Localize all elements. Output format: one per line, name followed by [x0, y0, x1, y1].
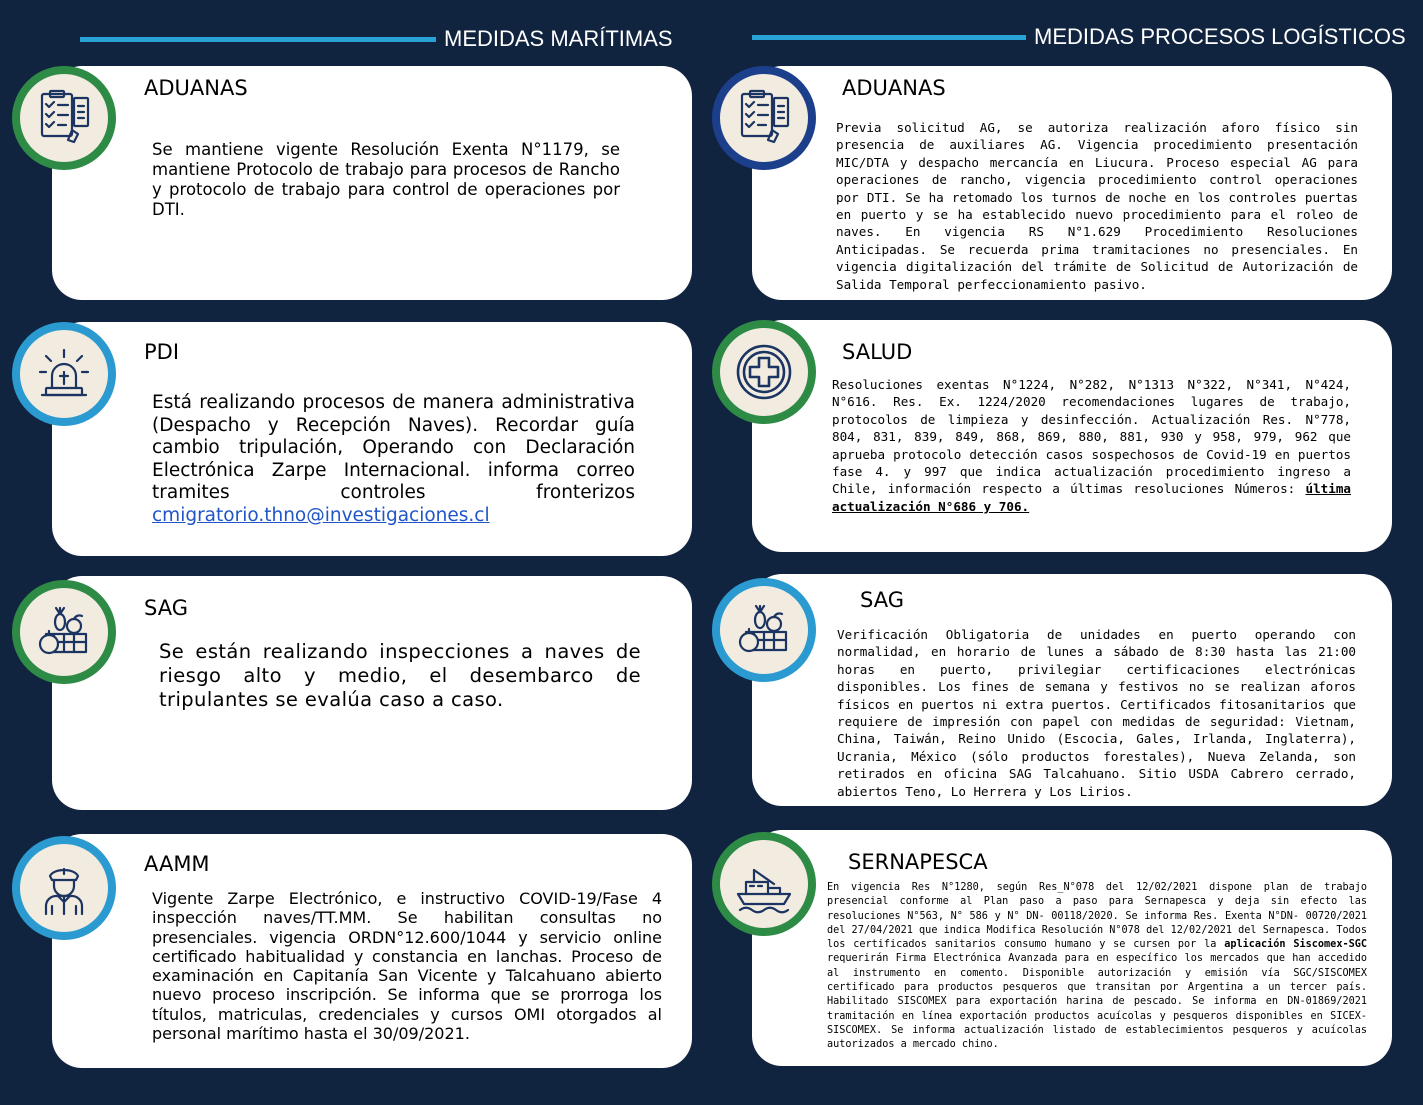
produce-basket-icon [32, 600, 96, 664]
pdi-email-link[interactable]: cmigratorio.thno@investigaciones.cl [152, 504, 490, 526]
checklist-icon [32, 86, 96, 150]
card-body [152, 392, 635, 527]
card-sernapesca [752, 830, 1392, 1066]
card-salud [752, 320, 1392, 552]
sernapesca-bold: aplicación Siscomex-SGC [1224, 939, 1367, 951]
medical-cross-icon [732, 340, 796, 404]
card-title: PDI [144, 340, 180, 364]
card-sag-maritimas [52, 576, 692, 810]
fishing-boat-icon [732, 852, 796, 916]
card-sag-logisticos [752, 574, 1392, 806]
card-body: Se mantiene vigente Resolución Exenta N°1179, se mantiene Protocolo de trabajo para procesos de Rancho y protocolo de trabajo para control de operaciones por DTI. [152, 140, 620, 219]
header-maritimas [80, 26, 673, 52]
card-title: SALUD [842, 340, 913, 364]
card-aduanas-maritimas [52, 66, 692, 300]
card-aamm [52, 834, 692, 1068]
card-title: ADUANAS [144, 76, 248, 100]
captain-icon [32, 856, 96, 920]
card-title: SAG [860, 588, 904, 612]
badge-sag-left [12, 580, 116, 684]
card-body [827, 881, 1367, 1053]
sernapesca-text: En vigencia Res N°1280, según Res_N°078 del 12/02/2021 dispone plan de trabajo presencial conforme al Plan paso a paso para Sernapesca y deja sin efecto las resoluciones N°563, N° 586 y N° DN- 00118/2020. Se informa Res. Exenta N°DN- 00720/2021 del 27/04/2021 que indica Modifica Resolución N°078 del 12/02/2021 del Sernapesca. Todos los certificados sanitarios consumo humano y se cursen por la [827, 882, 1367, 951]
card-body: Vigente Zarpe Electrónico, e instructivo COVID-19/Fase 4 inspección naves/TT.MM. Se habilitan consultas no presenciales. vigencia ORDN°12.600/1044 y servicio online certificado habitualidad y constancia en lanchas. Proceso de examinación en Capitanía San Vicente y Talcahuano abierto nuevo proceso inscripción. Se informa que se prorroga los títulos, matriculas, credenciales y cursos OMI otorgados al personal marítimo hasta el 30/09/2021. [152, 889, 662, 1044]
siren-icon [32, 342, 96, 406]
pdi-text: Está realizando procesos de manera administrativa (Despacho y Recepción Naves). Recordar guía cambio tripulación, Operando con Declaración Electrónica Zarpe Internacional. informa correo tramites controles fronterizos [152, 392, 635, 503]
badge-salud [712, 320, 816, 424]
card-pdi [52, 322, 692, 556]
badge-aduanas-right [712, 66, 816, 170]
card-title: AAMM [144, 852, 210, 876]
header-line [752, 35, 1026, 40]
checklist-icon [732, 86, 796, 150]
header-logisticos [752, 24, 1406, 50]
section-title-right: MEDIDAS PROCESOS LOGÍSTICOS [1034, 24, 1406, 49]
card-body: Previa solicitud AG, se autoriza realización aforo físico sin presencia de auxiliares AG. Vigencia procedimiento presentación MIC/DTA y despacho mercancía en Liucura. Proceso especial AG para operaciones de rancho, vigencia procedimiento control operaciones por DTI. Se ha retomado los turnos de noche en los controles puertas en puerto y se ha establecido nuevo procedimiento para el roleo de naves. En vigencia RS N°1.629 Procedimiento Resoluciones Anticipadas. Se recuerda prima tramitaciones no presenciales. En vigencia digitalización del trámite de Solicitud de Autorización de Salida Temporal perfeccionamiento pasivo. [836, 120, 1358, 292]
card-body: Verificación Obligatoria de unidades en puerto operando con normalidad, en horario de lunes a sábado de 8:30 hasta las 21:00 horas en puerto, privilegiar certificaciones electrónicas disponibles. Los fines de semana y festivos no se realizan aforos físicos en puertos ni extra puertos. Certificados fitosanitarios que requiere de impresión con papel con medidas de seguridad: Vietnam, China, Taiwán, Reino Unido (Escocia, Gales, Irlanda, Inglaterra), Ucrania, México (sólo productos forestales), Nueva Zelanda, son retirados en oficina SAG Talcahuano. Sitio USDA Cabrero cerrado, abiertos Teno, Lo Herrera y Los Lirios. [837, 627, 1356, 799]
card-aduanas-logisticos [752, 66, 1392, 300]
header-line [80, 37, 436, 42]
card-body [832, 376, 1351, 515]
badge-sag-right [712, 578, 816, 682]
salud-emphasis: última actualización N°686 y 706. [832, 481, 1351, 514]
card-title: SAG [144, 596, 188, 620]
badge-sernapesca [712, 832, 816, 936]
card-title: SERNAPESCA [848, 850, 988, 874]
card-title: ADUANAS [842, 76, 946, 100]
badge-aamm [12, 836, 116, 940]
card-body: Se están realizando inspecciones a naves de riesgo alto y medio, el desembarco de tripulantes se evalúa caso a caso. [159, 640, 641, 711]
salud-text: Resoluciones exentas N°1224, N°282, N°1313 N°322, N°341, N°424, N°616. Res. Ex. 1224/2020 recomendaciones lugares de trabajo, protocolos de limpieza y desinfección. Actualización Res. N°778, 804, 831, 839, 849, 868, 869, 880, 881, 930 y 958, 979, 962 que aprueba protocolo detección casos sospechosos de Covid-19 en puertos fase 4. y 997 que indica actualización procedimiento ingreso a Chile, información respecto a últimas resoluciones Números: [832, 377, 1351, 497]
sernapesca-text-2: requerirán Firma Electrónica Avanzada para en específico los mercados que han accedido al instrumento en comento. Disponible autorización y emisión vía SGC/SISCOMEX certificado para productos pesqueros que transitan por Argentina a un tercer país. Habilitado SISCOMEX para exportación harina de pescado. Se informa en DN-01869/2021 tramitación en línea exportación productos acuícolas y pesqueros disponibles en SICEX-SISCOMEX. Se informa actualización listado de establecimientos pesqueros y acuícolas autorizados a mercado chino. [827, 953, 1367, 1051]
badge-aduanas-left [12, 66, 116, 170]
section-title-left: MEDIDAS MARÍTIMAS [444, 26, 673, 51]
produce-basket-icon [732, 598, 796, 662]
badge-pdi [12, 322, 116, 426]
